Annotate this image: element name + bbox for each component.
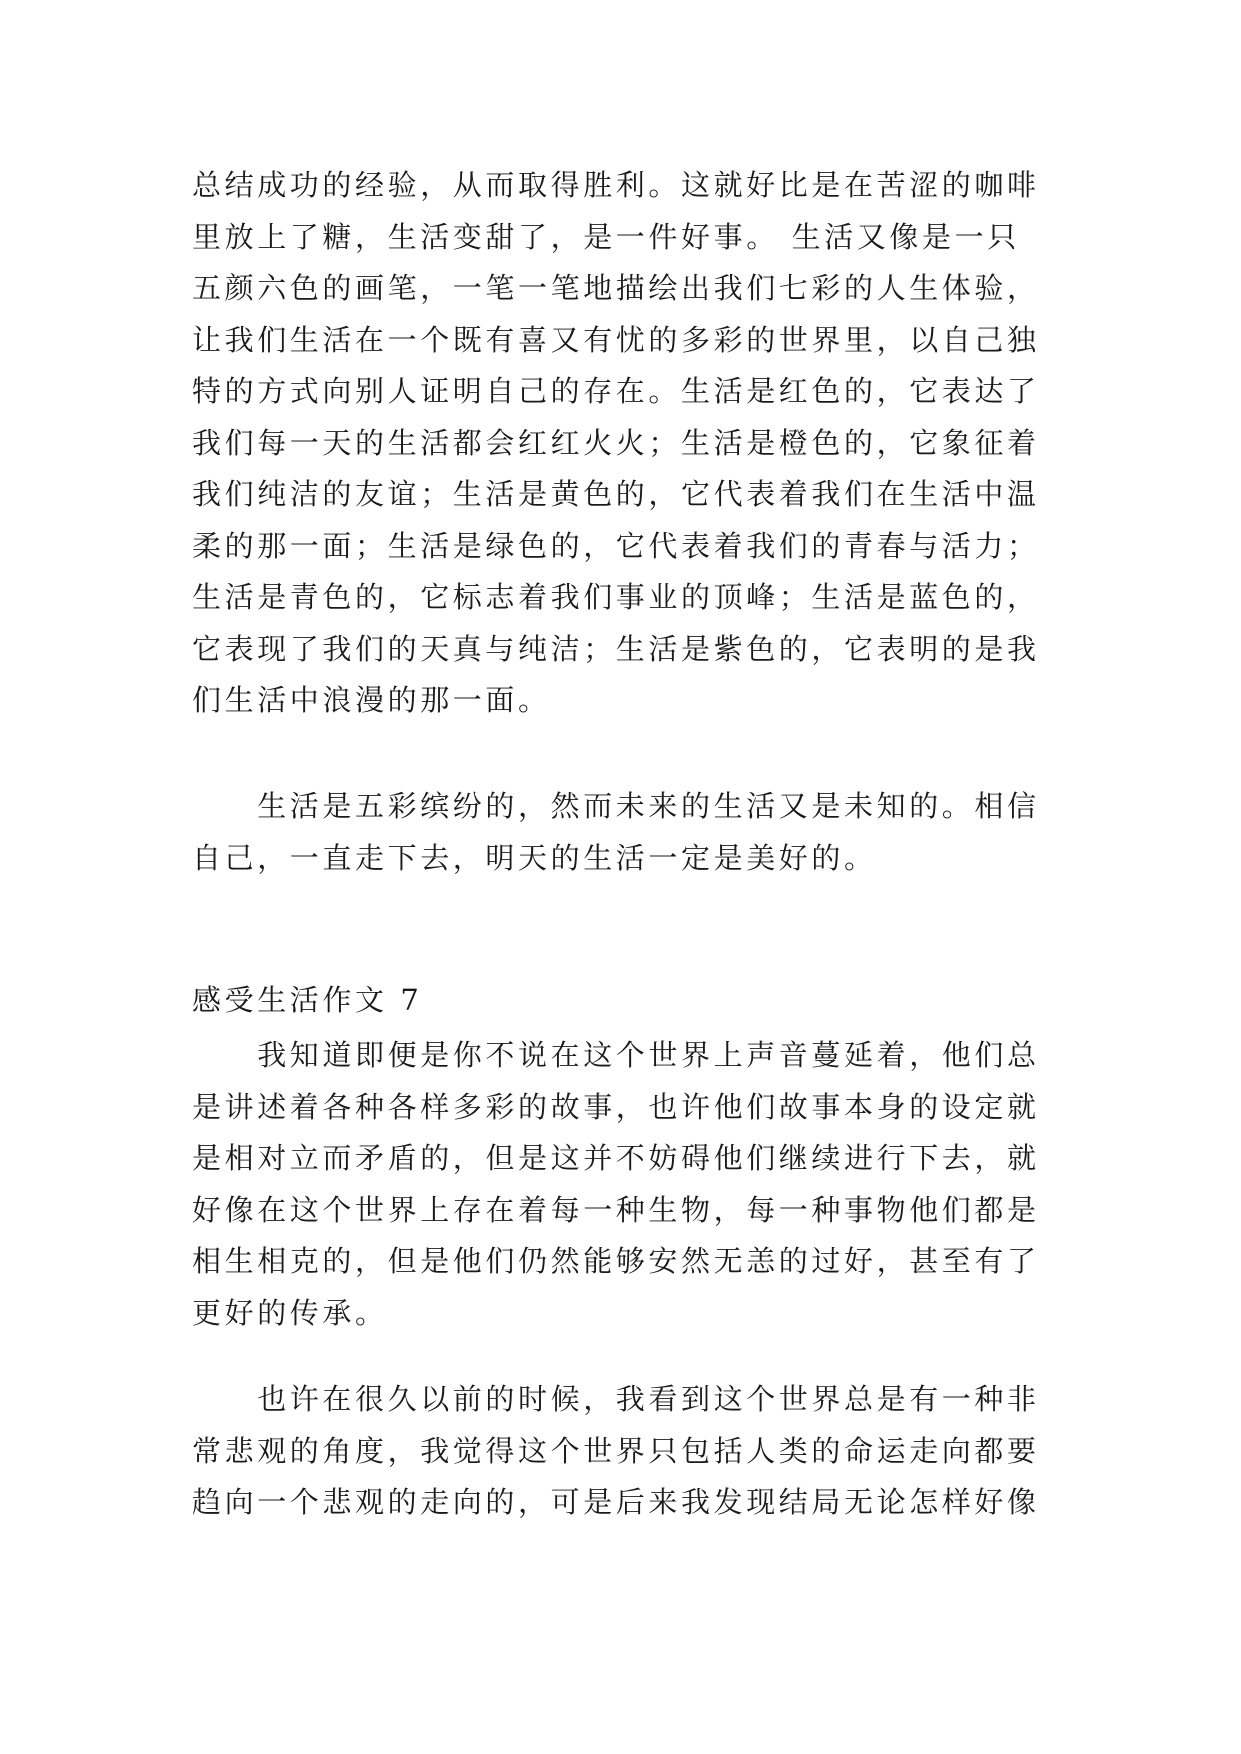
text-line: 是讲述着各种各样多彩的故事，也许他们故事本身的设定就 <box>192 1089 1040 1124</box>
text-line: 总结成功的经验，从而取得胜利。这就好比是在苦涩的咖啡 <box>192 168 1040 202</box>
text-line: 们生活中浪漫的那一面。 <box>192 683 551 717</box>
text-line: 相生相克的，但是他们仍然能够安然无恙的过好，甚至有了 <box>192 1244 1040 1278</box>
text-line: 特的方式向别人证明自己的存在。生活是红色的，它表达了 <box>192 374 1040 408</box>
text-line: 我们纯洁的友谊；生活是黄色的，它代表着我们在生活中温 <box>192 477 1040 511</box>
paragraph-colors-of-life <box>192 160 1060 727</box>
text-line: 常悲观的角度，我觉得这个世界只包括人类的命运走向都要 <box>192 1433 1040 1468</box>
text-line: 我们每一天的生活都会红红火火；生活是橙色的，它象征着 <box>192 425 1040 460</box>
text-line: 我知道即便是你不说在这个世界上声音蔓延着，他们总 <box>192 1038 1040 1072</box>
text-line: 生活是青色的，它标志着我们事业的顶峰；生活是蓝色的， <box>192 580 1040 614</box>
text-line: 更好的传承。 <box>192 1295 388 1330</box>
text-line: 趋向一个悲观的走向的，可是后来我发现结局无论怎样好像 <box>192 1485 1040 1519</box>
paragraph-pessimistic-view <box>192 1374 1060 1529</box>
text-line: 五颜六色的画笔，一笔一笔地描绘出我们七彩的人生体验， <box>192 271 1040 305</box>
text-line: 它表现了我们的天真与纯洁；生活是紫色的，它表明的是我 <box>192 631 1040 666</box>
paragraph-conclusion <box>192 781 1060 884</box>
text-line: 也许在很久以前的时候，我看到这个世界总是有一种非 <box>192 1382 1040 1416</box>
essay-heading: 感受生活作文 7 <box>192 983 423 1017</box>
text-line: 好像在这个世界上存在着每一种生物，每一种事物他们都是 <box>192 1192 1040 1227</box>
text-line: 生活是五彩缤纷的，然而未来的生活又是未知的。相信 <box>192 789 1040 823</box>
text-line: 是相对立而矛盾的，但是这并不妨碍他们继续进行下去，就 <box>192 1141 1040 1175</box>
text-line: 让我们生活在一个既有喜又有忧的多彩的世界里，以自己独 <box>192 322 1040 357</box>
paragraph-world-stories <box>192 1030 1060 1339</box>
text-line: 柔的那一面；生活是绿色的，它代表着我们的青春与活力； <box>192 528 1040 563</box>
text-line: 自己，一直走下去，明天的生活一定是美好的。 <box>192 840 877 875</box>
text-line: 里放上了糖，生活变甜了，是一件好事。 生活又像是一只 <box>192 219 1020 254</box>
